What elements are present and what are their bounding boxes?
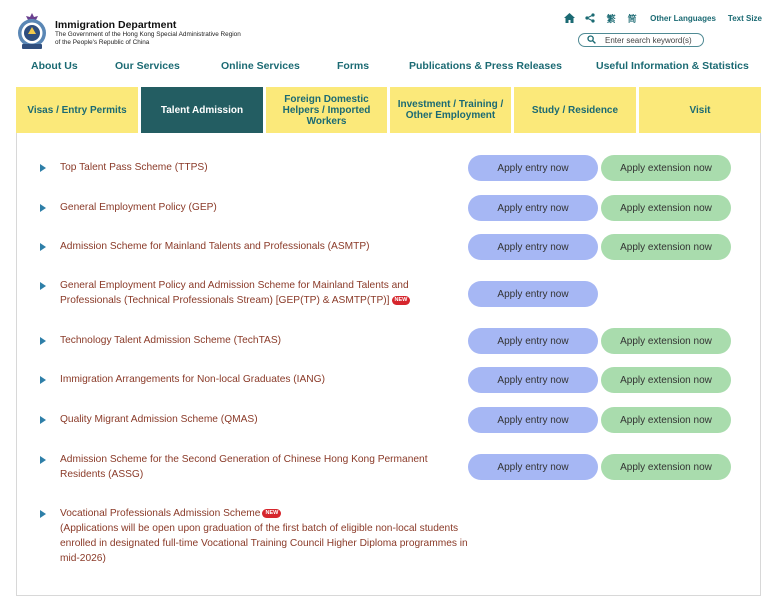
triangle-bullet-icon [40, 164, 46, 172]
apply-extension-button[interactable]: Apply extension now [601, 155, 731, 181]
apply-entry-button[interactable]: Apply entry now [468, 281, 598, 307]
scheme-link-gep[interactable]: General Employment Policy (GEP) [60, 202, 217, 213]
scheme-note-line1: (Applications will be open upon graduation of the first batch of eligible non-local students [60, 523, 459, 534]
utility-bar [554, 11, 762, 25]
search-icon[interactable] [587, 35, 599, 46]
scheme-link-techtas[interactable]: Technology Talent Admission Scheme (TechTAS) [60, 335, 282, 346]
scheme-link-gep-tp-line1[interactable]: General Employment Policy and Admission Scheme for Mainland Talents and [60, 280, 409, 291]
apply-extension-button[interactable]: Apply extension now [601, 195, 731, 221]
apply-entry-button[interactable]: Apply entry now [468, 195, 598, 221]
department-name[interactable]: Immigration Department [55, 19, 177, 31]
new-badge: NEW [392, 296, 411, 305]
other-languages-link[interactable]: Other Languages [650, 13, 716, 23]
triangle-bullet-icon [40, 376, 46, 384]
apply-entry-button[interactable]: Apply entry now [468, 367, 598, 393]
apply-entry-button[interactable]: Apply entry now [468, 454, 598, 480]
triangle-bullet-icon [40, 510, 46, 518]
home-icon[interactable] [563, 12, 575, 24]
scheme-link-assg-line1[interactable]: Admission Scheme for the Second Generation of Chinese Hong Kong Permanent [60, 454, 428, 465]
tab-study-residence[interactable]: Study / Residence [514, 87, 636, 133]
site-header [0, 0, 768, 56]
search-input[interactable] [599, 36, 701, 45]
scheme-link-asmtp[interactable]: Admission Scheme for Mainland Talents and Professionals (ASMTP) [60, 241, 370, 252]
nav-about-us[interactable]: About Us [31, 60, 78, 72]
tab-visit[interactable]: Visit [639, 87, 761, 133]
text-size-link[interactable]: Text Size [727, 13, 762, 23]
share-icon[interactable] [584, 12, 596, 24]
apply-extension-button[interactable]: Apply extension now [601, 454, 731, 480]
scheme-link-assg-line2[interactable]: Residents (ASSG) [60, 469, 144, 480]
triangle-bullet-icon [40, 416, 46, 424]
nav-online-services[interactable]: Online Services [221, 60, 300, 72]
apply-extension-button[interactable]: Apply extension now [601, 328, 731, 354]
department-title [55, 19, 241, 47]
scheme-link-gep-tp-text[interactable]: Professionals (Technical Professionals Stream) [GEP(TP) & ASMTP(TP)] [60, 295, 390, 306]
simplified-chinese-link[interactable]: 简 [627, 13, 637, 24]
apply-entry-button[interactable]: Apply entry now [468, 407, 598, 433]
scheme-note-line2: enrolled in designated full-time Vocational Training Council Higher Diploma programmes in [60, 538, 468, 549]
search-box [578, 33, 704, 47]
scheme-link-vpas[interactable] [60, 506, 281, 521]
main-navigation [0, 60, 768, 78]
apply-entry-button[interactable]: Apply entry now [468, 155, 598, 181]
scheme-link-vpas-text[interactable]: Vocational Professionals Admission Scheme [60, 508, 261, 519]
new-badge: NEW [262, 509, 281, 518]
apply-entry-button[interactable]: Apply entry now [468, 234, 598, 260]
triangle-bullet-icon [40, 282, 46, 290]
scheme-note-line3: mid-2026) [60, 553, 106, 564]
triangle-bullet-icon [40, 204, 46, 212]
apply-entry-button[interactable]: Apply entry now [468, 328, 598, 354]
scheme-link-gep-tp-line2[interactable] [60, 293, 410, 308]
triangle-bullet-icon [40, 337, 46, 345]
apply-extension-button[interactable]: Apply extension now [601, 407, 731, 433]
tab-visas-entry-permits[interactable]: Visas / Entry Permits [16, 87, 138, 133]
tab-foreign-domestic-helpers[interactable]: Foreign Domestic Helpers / Imported Workers [266, 87, 387, 133]
department-logo[interactable] [16, 12, 48, 50]
scheme-link-qmas[interactable]: Quality Migrant Admission Scheme (QMAS) [60, 414, 258, 425]
department-subtitle-line1: The Government of the Hong Kong Special Administrative Region [55, 31, 241, 38]
department-subtitle-line2: of the People's Republic of China [55, 39, 150, 46]
scheme-link-ttps[interactable]: Top Talent Pass Scheme (TTPS) [60, 162, 208, 173]
nav-useful-information-statistics[interactable]: Useful Information & Statistics [596, 60, 749, 72]
apply-extension-button[interactable]: Apply extension now [601, 234, 731, 260]
nav-publications-press-releases[interactable]: Publications & Press Releases [409, 60, 562, 72]
nav-our-services[interactable]: Our Services [115, 60, 180, 72]
triangle-bullet-icon [40, 243, 46, 251]
traditional-chinese-link[interactable]: 繁 [606, 13, 616, 24]
nav-forms[interactable]: Forms [337, 60, 370, 72]
scheme-link-iang[interactable]: Immigration Arrangements for Non-local Graduates (IANG) [60, 374, 325, 385]
tab-investment-training[interactable]: Investment / Training / Other Employment [390, 87, 511, 133]
triangle-bullet-icon [40, 456, 46, 464]
tab-talent-admission[interactable]: Talent Admission [141, 87, 263, 133]
apply-extension-button[interactable]: Apply extension now [601, 367, 731, 393]
service-tabs [16, 87, 761, 133]
